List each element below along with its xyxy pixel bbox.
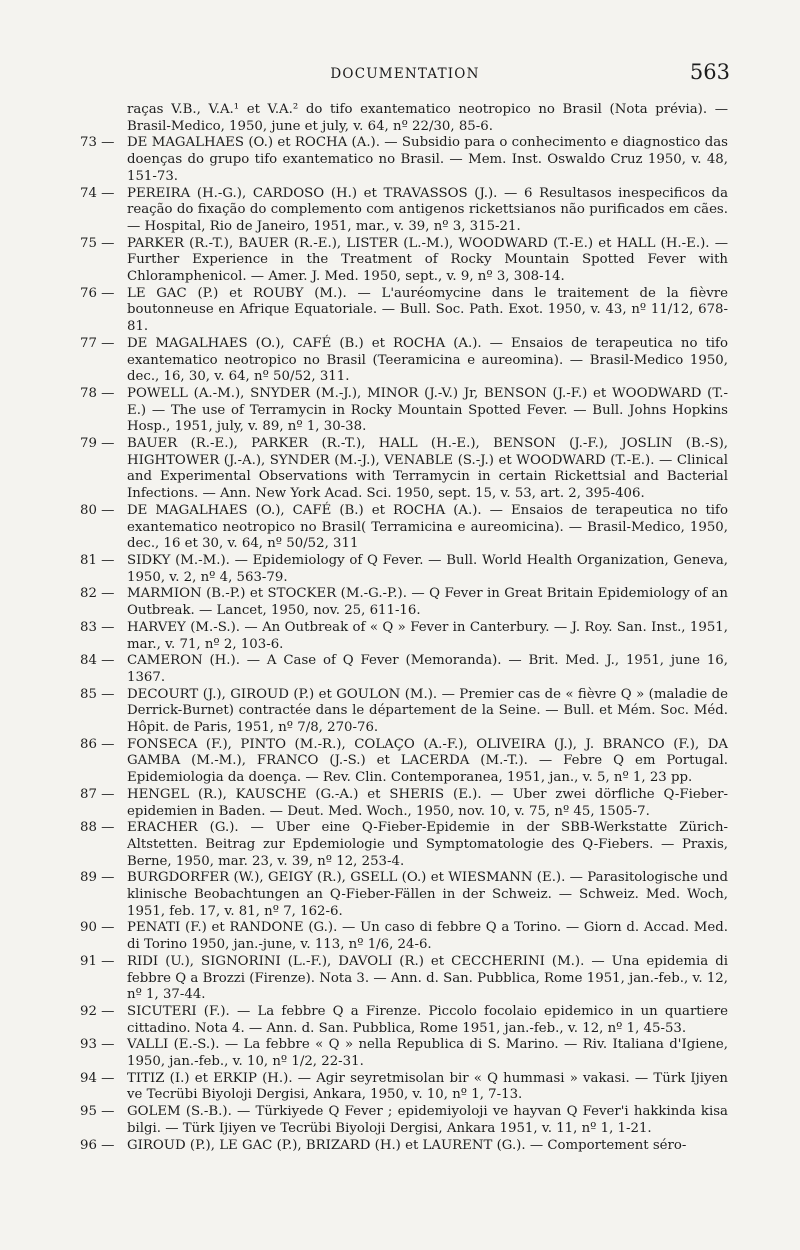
reference-text: SIDKY (M.-M.). — Epidemiology of Q Fever. — Bull. World Health Organization, Geneva, 1950, v. 2, nº 4, 563-79. xyxy=(127,552,728,585)
reference-entry xyxy=(80,503,728,553)
reference-number: 91 — xyxy=(80,953,115,969)
reference-text: PEREIRA (H.-G.), CARDOSO (H.) et TRAVASSOS (J.). — 6 Resultasos inespecificos da reação do fixação do complemento com antigenos rickettsianos não purificados em cães. — Hospital, Rio de Janeiro, 1951, mar., v. 39, nº 3, 315-21. xyxy=(127,185,728,234)
reference-number: 93 — xyxy=(80,1037,115,1053)
reference-entry xyxy=(80,653,728,686)
page-header xyxy=(80,60,730,90)
reference-number: 77 — xyxy=(80,335,115,351)
reference-number: 78 — xyxy=(80,385,115,401)
reference-number: 96 — xyxy=(80,1137,115,1153)
reference-entry xyxy=(80,186,728,236)
reference-entry xyxy=(80,737,728,787)
reference-entry xyxy=(80,1138,728,1155)
reference-entry xyxy=(80,920,728,953)
reference-text: raças V.B., V.A.¹ et V.A.² do tifo exantematico neotropico no Brasil (Nota prévia). — Brasil-Medico, 1950, june et july, v. 64, nº 22/30, 85-6. xyxy=(127,102,728,134)
reference-entry xyxy=(80,954,728,1004)
reference-text: RIDI (U.), SIGNORINI (L.-F.), DAVOLI (R.) et CECCHERINI (M.). — Una epidemia di febbre Q a Brozzi (Firenze). Nota 3. — Ann. d. San. Pubblica, Rome 1951, jan.-feb., v. 12, nº 1, 37-44. xyxy=(127,953,728,1003)
reference-number: 90 — xyxy=(80,920,115,936)
reference-entry xyxy=(80,286,728,336)
reference-entry xyxy=(80,586,728,619)
reference-number: 92 — xyxy=(80,1003,115,1019)
reference-text: HARVEY (M.-S.). — An Outbreak of « Q » Fever in Canterbury. — J. Roy. San. Inst., 1951, mar., v. 71, nº 2, 103-6. xyxy=(127,619,728,652)
reference-text: ERACHER (G.). — Uber eine Q-Fieber-Epidemie in der SBB-Werkstatte Zürich-Altstetten. Beitrag zur Epdemiologie und Symptomatologie des Q-Fiebers. — Praxis, Berne, 1950, mar. 23, v. 39, nº 12, 253-4. xyxy=(127,820,728,869)
reference-text: FONSECA (F.), PINTO (M.-R.), COLAÇO (A.-F.), OLIVEIRA (J.), J. BRANCO (F.), DA GAMBA (M.-M.), FRANCO (J.-S.) et LACERDA (M.-T.). — Febre Q em Portugal. Epidemiologia da doença. — Rev. Clin. Contemporanea, 1951, jan., v. 5, nº 1, 23 pp. xyxy=(127,736,728,786)
reference-text: PENATI (F.) et RANDONE (G.). — Un caso di febbre Q a Torino. — Giorn d. Accad. Med. di Torino 1950, jan.-june, v. 113, nº 1/6, 24-6. xyxy=(127,920,728,953)
reference-entry xyxy=(80,336,728,386)
reference-number: 86 — xyxy=(80,736,115,752)
reference-number: 89 — xyxy=(80,870,115,886)
reference-text: DECOURT (J.), GIROUD (P.) et GOULON (M.). — Premier cas de « fièvre Q » (maladie de Derrick-Burnet) contractée dans le département de la Seine. — Bull. et Mém. Soc. Méd. Hôpit. de Paris, 1951, nº 7/8, 270-76. xyxy=(127,686,728,736)
reference-number: 82 — xyxy=(80,586,115,602)
reference-entry xyxy=(80,236,728,286)
reference-entry xyxy=(80,553,728,586)
reference-entry xyxy=(80,1104,728,1137)
reference-text: VALLI (E.-S.). — La febbre « Q » nella Republica di S. Marino. — Riv. Italiana d'Igiene, 1950, jan.-feb., v. 10, nº 1/2, 22-31. xyxy=(127,1037,728,1070)
reference-entry xyxy=(80,820,728,870)
reference-entry xyxy=(80,787,728,820)
reference-text: DE MAGALHAES (O.) et ROCHA (A.). — Subsidio para o conhecimento e diagnostico das doenças do grupo tifo exantematico no Brasil. — Mem. Inst. Oswaldo Cruz 1950, v. 48, 151-73. xyxy=(127,135,728,184)
reference-entry xyxy=(80,135,728,185)
reference-number: 94 — xyxy=(80,1070,115,1086)
reference-entry xyxy=(80,386,728,436)
reference-number: 83 — xyxy=(80,619,115,635)
reference-number: 81 — xyxy=(80,552,115,568)
reference-number: 75 — xyxy=(80,235,115,251)
reference-text: MARMION (B.-P.) et STOCKER (M.-G.-P.). — Q Fever in Great Britain Epidemiology of an Outbreak. — Lancet, 1950, nov. 25, 611-16. xyxy=(127,586,728,619)
reference-text: TITIZ (I.) et ERKIP (H.). — Agir seyretmisolan bir « Q hummasi » vakasi. — Türk Ijiyen ve Tecrübi Biyoloji Dergisi, Ankara, 1950, v. 10, nº 1, 7-13. xyxy=(127,1070,728,1103)
reference-number: 88 — xyxy=(80,820,115,836)
reference-entry xyxy=(80,436,728,503)
reference-text: BAUER (R.-E.), PARKER (R.-T.), HALL (H.-E.), BENSON (J.-F.), JOSLIN (B.-S), HIGHTOWER (J.-A.), SYNDER (M.-J.), VENABLE (S.-J.) et WOODWARD (T.-E.). — Clinical and Experimental Observations with Terramycin in certain Rickettsial and Bacterial Infections. — Ann. New York Acad. Sci. 1950, sept. 15, v. 53, art. 2, 395-406. xyxy=(127,436,728,502)
reference-text: GOLEM (S.-B.). — Türkiyede Q Fever ; epidemiyoloji ve hayvan Q Fever'i hakkinda kisa bilgi. — Türk Ijiyen ve Tecrübi Biyoloji Dergisi, Ankara 1951, v. 11, nº 1, 1-21. xyxy=(127,1104,728,1136)
reference-number: 76 — xyxy=(80,285,115,301)
reference-number: 84 — xyxy=(80,653,115,669)
reference-text: PARKER (R.-T.), BAUER (R.-E.), LISTER (L.-M.), WOODWARD (T.-E.) et HALL (H.-E.). — Further Experience in the Treatment of Rocky Mountain Spotted Fever with Chloramphenicol. — Amer. J. Med. 1950, sept., v. 9, nº 3, 308-14. xyxy=(127,235,728,285)
page-number: 563 xyxy=(689,60,730,84)
reference-entry xyxy=(80,1071,728,1104)
reference-number: 74 — xyxy=(80,185,115,201)
reference-entry xyxy=(80,1004,728,1037)
reference-list xyxy=(80,102,728,1154)
reference-number: 79 — xyxy=(80,436,115,452)
reference-entry xyxy=(80,687,728,737)
reference-text: CAMERON (H.). — A Case of Q Fever (Memoranda). — Brit. Med. J., 1951, june 16, 1367. xyxy=(127,653,728,685)
reference-entry xyxy=(80,870,728,920)
reference-text: BURGDORFER (W.), GEIGY (R.), GSELL (O.) et WIESMANN (E.). — Parasitologische und klinische Beobachtungen an Q-Fieber-Fällen in der Schweiz. — Schweiz. Med. Woch, 1951, feb. 17, v. 81, nº 7, 162-6. xyxy=(127,870,728,919)
reference-number: 85 — xyxy=(80,686,115,702)
reference-text: DE MAGALHAES (O.), CAFÉ (B.) et ROCHA (A.). — Ensaios de terapeutica no tifo exantematico neotropico no Brasil( Terramicina e aureomicina). — Brasil-Medico, 1950, dec., 16 et 30, v. 64, nº 50/52, 311 xyxy=(127,502,728,552)
reference-number: 95 — xyxy=(80,1104,115,1120)
reference-number: 73 — xyxy=(80,135,115,151)
reference-number: 80 — xyxy=(80,502,115,518)
running-title: DOCUMENTATION xyxy=(330,66,480,82)
reference-entry xyxy=(80,620,728,653)
reference-text: GIROUD (P.), LE GAC (P.), BRIZARD (H.) et LAURENT (G.). — Comportement séro- xyxy=(127,1137,687,1153)
reference-text: LE GAC (P.) et ROUBY (M.). — L'auréomycine dans le traitement de la fièvre boutonneuse en Afrique Equatoriale. — Bull. Soc. Path. Exot. 1950, v. 43, nº 11/12, 678-81. xyxy=(127,285,728,335)
reference-text: DE MAGALHAES (O.), CAFÉ (B.) et ROCHA (A.). — Ensaios de terapeutica no tifo exantematico neotropico no Brasil (Teeramicina e aureomina). — Brasil-Medico 1950, dec., 16, 30, v. 64, nº 50/52, 311. xyxy=(127,335,728,385)
reference-text: HENGEL (R.), KAUSCHE (G.-A.) et SHERIS (E.). — Uber zwei dörfliche Q-Fieber-epidemien in Baden. — Deut. Med. Woch., 1950, nov. 10, v. 75, nº 45, 1505-7. xyxy=(127,786,728,819)
reference-text: POWELL (A.-M.), SNYDER (M.-J.), MINOR (J.-V.) Jr, BENSON (J.-F.) et WOODWARD (T.-E.) — The use of Terramycin in Rocky Mountain Spotted Fever. — Bull. Johns Hopkins Hosp., 1951, july, v. 89, nº 1, 30-38. xyxy=(127,385,728,435)
reference-text: SICUTERI (F.). — La febbre Q a Firenze. Piccolo focolaio epidemico in un quartiere cittadino. Nota 4. — Ann. d. San. Pubblica, Rome 1951, jan.-feb., v. 12, nº 1, 45-53. xyxy=(127,1003,728,1036)
reference-entry xyxy=(80,102,728,135)
reference-entry xyxy=(80,1037,728,1070)
reference-number: 87 — xyxy=(80,786,115,802)
